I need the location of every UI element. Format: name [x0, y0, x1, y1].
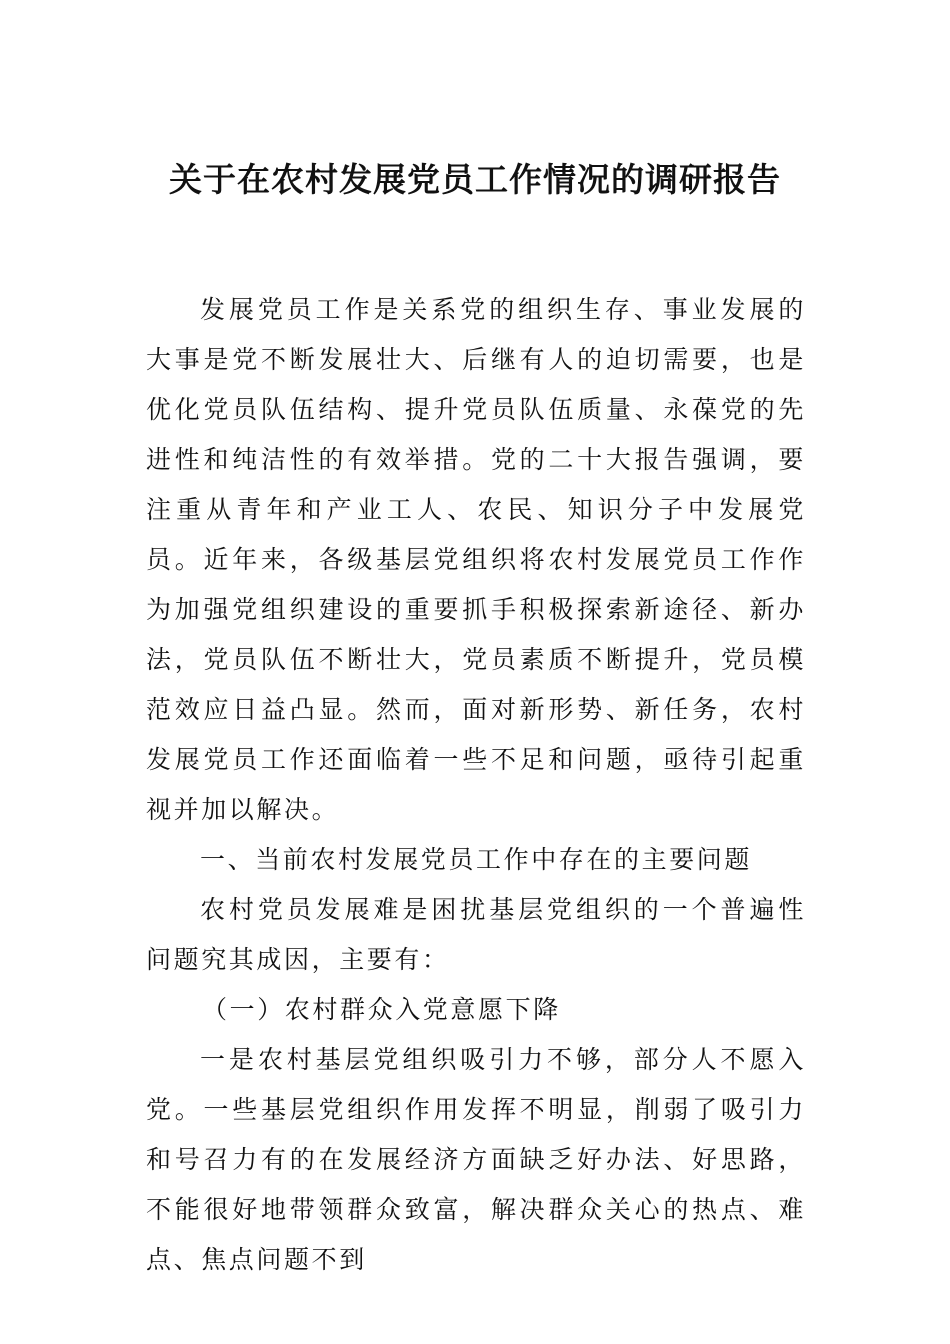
paragraph-problem-intro: 农村党员发展难是困扰基层党组织的一个普遍性问题究其成因，主要有： [146, 895, 806, 974]
section-heading-1: 一、当前农村发展党员工作中存在的主要问题 [200, 845, 753, 874]
paragraph-intro: 发展党员工作是关系党的组织生存、事业发展的大事是党不断发展壮大、后继有人的迫切需要，也是优化党员队伍结构、提升党员队伍质量、永葆党的先进性和纯洁性的有效举措。党的二十大报告强调，要注重从青年和产业工人、农民、知识分子中发展党员。近年来，各级基层党组织将农村发展党员工作作为加强党组织建设的重要抓手积极探索新途径、新办法，党员队伍不断壮大，党员素质不断提升，党员模范效应日益凸显。然而，面对新形势、新任务，农村发展党员工作还面临着一些不足和问题，亟待引起重视并加以解决。 [146, 295, 806, 824]
paragraph-point-1: 一是农村基层党组织吸引力不够，部分人不愿入党。一些基层党组织作用发挥不明显，削弱了吸引力和号召力有的在发展经济方面缺乏好办法、好思路，不能很好地带领群众致富，解决群众关心的热点、难点、焦点问题不到 [146, 1045, 806, 1274]
subsection-heading-1: （一）农村群众入党意愿下降 [202, 995, 561, 1024]
document-body [146, 285, 806, 1285]
document-title: 关于在农村发展党员工作情况的调研报告 [169, 160, 781, 199]
